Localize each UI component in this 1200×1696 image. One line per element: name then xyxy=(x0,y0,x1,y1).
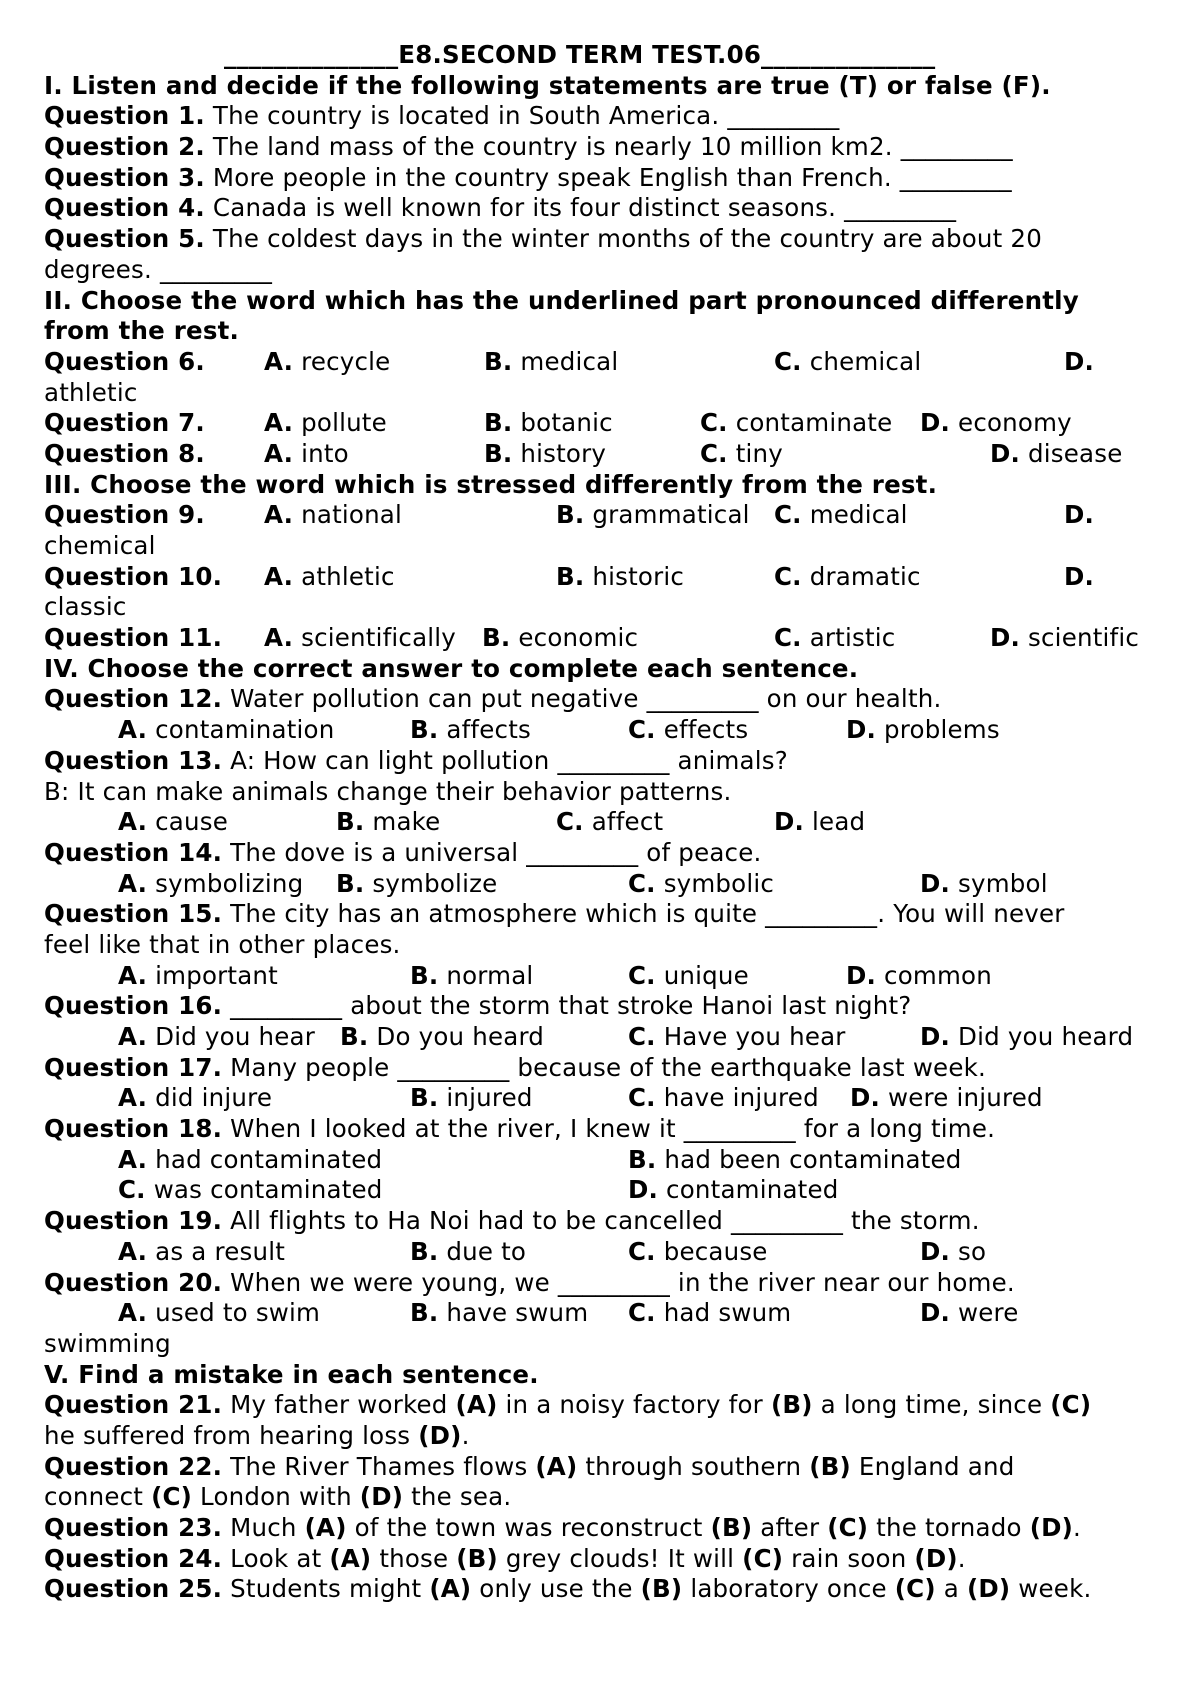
section-4-heading: IV. Choose the correct answer to complete each sentence. xyxy=(44,653,859,683)
question-18-options-cd xyxy=(44,1175,1164,1206)
option-b: B. due to xyxy=(410,1236,527,1266)
question-17-options xyxy=(44,1083,1164,1114)
question-16: Question 16. _________ about the storm that stroke Hanoi last night? xyxy=(44,991,912,1021)
question-22: Question 22. The River Thames flows (A) through southern (B) England and xyxy=(44,1451,1015,1481)
question-21: Question 21. My father worked (A) in a noisy factory for (B) a long time, since (C) xyxy=(44,1390,1092,1420)
option-b: B. had been contaminated xyxy=(628,1144,962,1174)
option-b: B. have swum xyxy=(410,1298,589,1328)
option-b: B. botanic xyxy=(484,408,613,438)
option-c: C. medical xyxy=(774,500,908,530)
option-d: D. were injured xyxy=(850,1083,1043,1113)
question-12-options xyxy=(44,715,1164,746)
option-a: A. did injure xyxy=(118,1083,273,1113)
option-c: C. was contaminated xyxy=(118,1175,383,1205)
option-b: B. economic xyxy=(482,623,639,653)
option-a: A. pollute xyxy=(264,408,387,438)
question-22-cont: connect (C) London with (D) the sea. xyxy=(44,1482,512,1512)
question-2: Question 2. The land mass of the country is nearly 10 million km2. _________ xyxy=(44,132,1013,162)
question-11: Question 11. A. scientifically B. economic C. artistic D. scientific xyxy=(44,623,1140,653)
option-d: D. problems xyxy=(846,715,1000,745)
option-a: A. cause xyxy=(118,807,228,837)
question-15-options xyxy=(44,961,1164,992)
option-c: C. artistic xyxy=(774,623,896,653)
option-a: A. symbolizing xyxy=(118,868,304,898)
question-25: Question 25. Students might (A) only use the (B) laboratory once (C) a (D) week. xyxy=(44,1574,1092,1604)
question-5: Question 5. The coldest days in the winter months of the country are about 20 xyxy=(44,224,1042,254)
option-a: A. used to swim xyxy=(118,1298,321,1328)
option-d: D. so xyxy=(920,1236,987,1266)
option-c: C. because xyxy=(628,1236,768,1266)
option-d: D. were xyxy=(920,1298,1019,1328)
option-d: D. disease xyxy=(990,438,1123,468)
question-12: Question 12. Water pollution can put negative _________ on our health. xyxy=(44,684,942,714)
test-document xyxy=(44,40,1164,1605)
question-15-cont: feel like that in other places. xyxy=(44,929,401,959)
option-c: C. contaminate xyxy=(700,408,893,438)
page-title: ______________E8.SECOND TERM TEST.06______________ xyxy=(224,40,936,69)
question-13-options xyxy=(44,807,1164,838)
option-c: C. dramatic xyxy=(774,561,921,591)
question-14: Question 14. The dove is a universal _________ of peace. xyxy=(44,837,762,867)
option-a: A. important xyxy=(118,960,278,990)
option-a: A. into xyxy=(264,438,349,468)
question-24: Question 24. Look at (A) those (B) grey clouds! It will (C) rain soon (D). xyxy=(44,1543,966,1573)
option-b: B. medical xyxy=(484,346,619,376)
option-c: C. had swum xyxy=(628,1298,792,1328)
option-c: C. have injured xyxy=(628,1083,819,1113)
option-d: D. symbol xyxy=(920,868,1048,898)
option-b: B. grammatical xyxy=(556,500,750,530)
option-a: A. Did you hear xyxy=(118,1022,316,1051)
option-c: C. symbolic xyxy=(628,868,775,898)
option-a: A. contamination xyxy=(118,715,335,745)
question-6: Question 6. A. recycle B. medical C. chemical D. xyxy=(44,346,1095,376)
question-18-options-ab xyxy=(44,1145,1164,1176)
question-21-cont: he suffered from hearing loss (D). xyxy=(44,1420,470,1450)
option-b: B. normal xyxy=(410,960,534,990)
option-b: B. symbolize xyxy=(336,868,498,898)
question-14-options xyxy=(44,869,1164,900)
option-d: D. contaminated xyxy=(628,1175,839,1205)
option-d: D. common xyxy=(846,960,992,990)
option-a: A. athletic xyxy=(264,561,395,591)
question-9: Question 9. A. national B. grammatical C. medical D. xyxy=(44,500,1095,530)
question-1: Question 1. The country is located in South America. _________ xyxy=(44,101,840,131)
option-a: A. as a result xyxy=(118,1236,286,1266)
question-20-options xyxy=(44,1298,1164,1329)
section-5-heading: V. Find a mistake in each sentence. xyxy=(44,1359,539,1389)
option-b: B. history xyxy=(484,438,607,468)
question-13: Question 13. A: How can light pollution _________ animals? xyxy=(44,745,788,775)
option-b: B. Do you heard xyxy=(340,1022,545,1051)
option-b: B. historic xyxy=(556,561,685,591)
question-16-options xyxy=(44,1022,1164,1053)
option-b: B. make xyxy=(336,807,441,837)
option-b: B. injured xyxy=(410,1083,533,1113)
option-d: classic xyxy=(44,592,127,622)
question-20: Question 20. When we were young, we _________ in the river near our home. xyxy=(44,1267,1015,1297)
option-d-cont: swimming xyxy=(44,1328,171,1358)
question-3: Question 3. More people in the country speak English than French. _________ xyxy=(44,162,1012,192)
option-c: C. affect xyxy=(556,807,664,837)
option-c: C. Have you hear xyxy=(628,1022,846,1051)
option-d-letter: D. xyxy=(1064,500,1095,530)
question-8: Question 8. A. into B. history C. tiny D. disease xyxy=(44,438,1123,468)
question-4: Question 4. Canada is well known for its four distinct seasons. _________ xyxy=(44,193,957,223)
question-18: Question 18. When I looked at the river, I knew it _________ for a long time. xyxy=(44,1114,996,1144)
question-15: Question 15. The city has an atmosphere which is quite _________. You will never xyxy=(44,899,1065,929)
option-d: D. scientific xyxy=(990,623,1140,653)
option-c: C. chemical xyxy=(774,346,922,376)
option-d-letter: D. xyxy=(1064,561,1095,591)
option-d: D. economy xyxy=(920,408,1072,438)
section-2-heading-cont: from the rest. xyxy=(44,316,240,346)
section-3-heading: III. Choose the word which is stressed differently from the rest. xyxy=(44,469,938,499)
option-c: C. unique xyxy=(628,960,749,990)
question-23: Question 23. Much (A) of the town was reconstruct (B) after (C) the tornado (D). xyxy=(44,1513,1082,1542)
option-d: athletic xyxy=(44,377,138,407)
section-1-heading: I. Listen and decide if the following statements are true (T) or false (F). xyxy=(44,70,1051,100)
question-19-options xyxy=(44,1237,1164,1268)
section-2-heading: II. Choose the word which has the underlined part pronounced differently xyxy=(44,285,1079,315)
option-a: A. national xyxy=(264,500,403,530)
option-d: chemical xyxy=(44,531,156,560)
option-c: C. tiny xyxy=(700,438,783,468)
option-d: D. lead xyxy=(774,807,866,837)
option-d-letter: D. xyxy=(1064,346,1095,376)
option-a: A. recycle xyxy=(264,346,391,376)
question-10: Question 10. A. athletic B. historic C. dramatic D. xyxy=(44,561,1095,591)
question-5-cont: degrees. _________ xyxy=(44,254,273,284)
option-d: D. Did you heard xyxy=(920,1022,1134,1051)
option-b: B. affects xyxy=(410,715,531,745)
option-a: A. scientifically xyxy=(264,623,457,653)
question-17: Question 17. Many people _________ because of the earthquake last week. xyxy=(44,1052,986,1082)
option-a: A. had contaminated xyxy=(118,1144,383,1174)
question-19: Question 19. All flights to Ha Noi had to be cancelled _________ the storm. xyxy=(44,1206,980,1236)
question-13-cont: B: It can make animals change their behavior patterns. xyxy=(44,776,732,806)
question-7: Question 7. A. pollute B. botanic C. contaminate D. economy xyxy=(44,408,1072,438)
option-c: C. effects xyxy=(628,715,749,745)
